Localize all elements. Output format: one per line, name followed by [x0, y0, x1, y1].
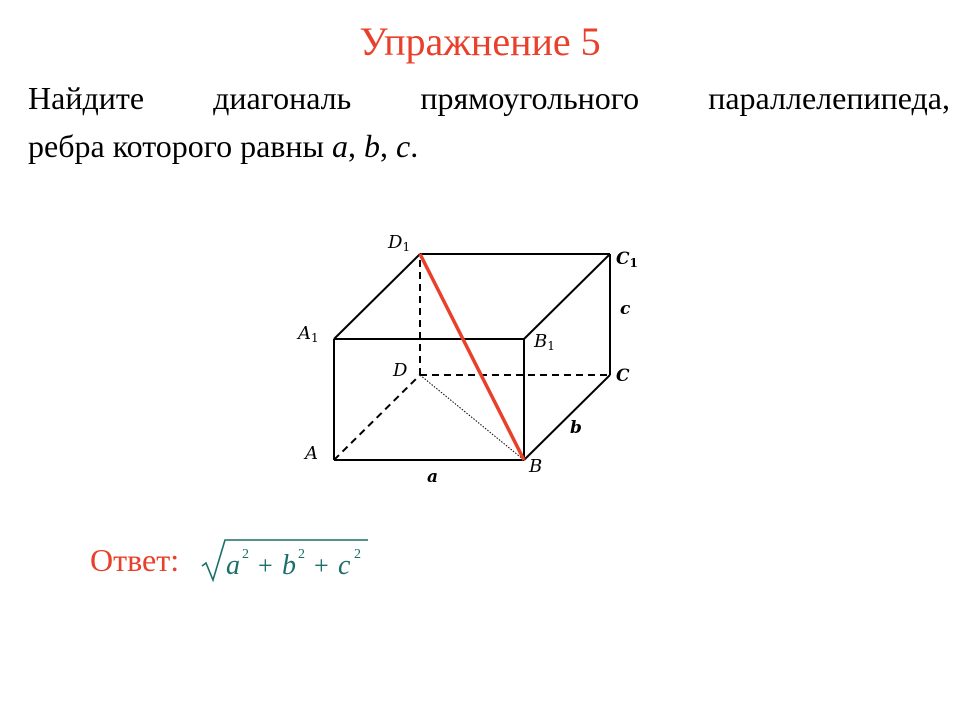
- answer-label: Ответ:: [90, 542, 180, 578]
- page-title: Упражнение 5: [359, 19, 601, 64]
- var-c: c: [396, 128, 411, 164]
- edge-B1C1: [524, 254, 610, 339]
- label-B: B: [529, 456, 543, 477]
- formula-exponent: 2: [298, 547, 305, 562]
- edge-label-c: c: [620, 299, 631, 319]
- problem-word: диагональ: [213, 80, 352, 116]
- space-diagonal-D1B: [420, 254, 524, 460]
- answer-formula: [200, 536, 380, 586]
- period: .: [410, 128, 419, 164]
- formula-term-b: b: [282, 550, 296, 581]
- var-a: a: [332, 128, 349, 164]
- formula-term-c: c: [338, 550, 351, 581]
- label-D1: D1: [388, 232, 411, 254]
- label-D: D: [393, 360, 408, 381]
- label-A1: A1: [298, 323, 319, 345]
- label-B1: B1: [534, 331, 555, 353]
- problem-word: прямоугольного: [420, 80, 640, 116]
- problem-word: параллелепипеда,: [708, 80, 950, 116]
- separator: ,: [348, 128, 365, 164]
- formula-plus: +: [258, 551, 273, 580]
- label-C1: C1: [616, 249, 638, 270]
- formula-plus: +: [314, 551, 329, 580]
- problem-text: ребра которого равны: [28, 128, 333, 164]
- edge-AD: [334, 375, 420, 460]
- radicand: [226, 547, 361, 581]
- separator: ,: [380, 128, 397, 164]
- edge-BC: [524, 375, 610, 460]
- edge-label-b: b: [570, 418, 582, 438]
- base-diagonal-DB: [420, 375, 524, 460]
- problem-word: Найдите: [28, 80, 145, 116]
- label-C: C: [616, 366, 630, 386]
- label-A: A: [305, 443, 318, 464]
- formula-exponent: 2: [242, 547, 249, 562]
- edge-D1A1: [334, 254, 420, 339]
- var-b: b: [364, 128, 381, 164]
- edge-label-a: a: [427, 467, 439, 487]
- formula-exponent: 2: [354, 547, 361, 562]
- formula-term-a: a: [226, 550, 240, 581]
